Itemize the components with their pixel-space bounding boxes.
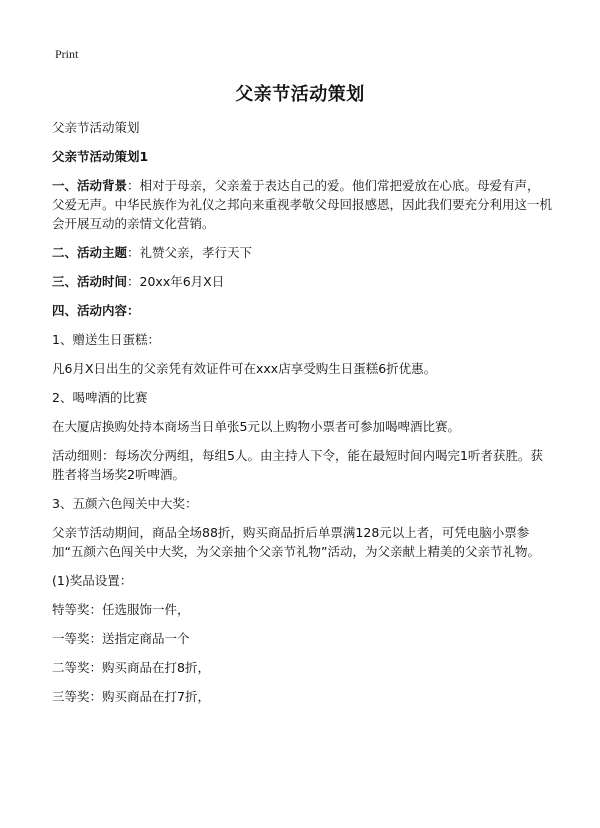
prize-item: 一等奖：送指定商品一个 [52,631,190,646]
theme-paragraph [52,243,552,262]
item-text: 在大厦店换购处持本商场当日单张5元以上购物小票者可参加喝啤酒比赛。 [52,419,460,434]
background-paragraph [52,176,552,233]
background-text: ：相对于母亲，父亲羞于表达自己的爱。他们常把爱放在心底。母爱有声，父爱无声。中华民族作为礼仪之邦向来重视孝敬父母回报感恩，因此我们要充分利用这一机会开展互动的亲情文化营销。 [52,178,553,231]
theme-label: 二、活动主题 [52,245,128,260]
item-heading: 1、赠送生日蛋糕： [52,332,160,347]
item-text: 父亲节活动期间，商品全场88折，购买商品折后单票满128元以上者，可凭电脑小票参加“五颜六色闯关中大奖，为父亲抽个父亲节礼物”活动，为父亲献上精美的父亲节礼物。 [52,525,540,559]
document-title: 父亲节活动策划 [235,84,365,105]
item-heading: 3、五颜六色闯关中大奖： [52,496,198,511]
prize-heading: (1)奖品设置： [52,573,133,588]
time-label: 三、活动时间 [52,274,128,289]
item-text: 凡6月X日出生的父亲凭有效证件可在xxx店享受购生日蛋糕6折优惠。 [52,361,437,376]
background-label: 一、活动背景 [52,178,128,193]
item-heading: 2、喝啤酒的比赛 [52,390,148,405]
print-link[interactable]: Print [55,47,79,61]
document-subtitle: 父亲节活动策划 [52,120,140,135]
time-paragraph [52,272,552,291]
theme-text: ：礼赞父亲，孝行天下 [127,245,253,260]
content-heading: 四、活动内容： [52,303,140,318]
prize-item: 特等奖：任选服饰一件， [52,602,190,617]
item-text: 活动细则：每场次分两组，每组5人。由主持人下令，能在最短时间内喝完1听者获胜。获胜者将当场奖2听啤酒。 [52,448,543,482]
document-body [52,118,552,716]
time-text: ：20xx年6月X日 [127,274,225,289]
prize-item: 三等奖：购买商品在打7折， [52,689,210,704]
prize-item: 二等奖：购买商品在打8折， [52,660,210,675]
section-heading: 父亲节活动策划1 [52,149,149,164]
